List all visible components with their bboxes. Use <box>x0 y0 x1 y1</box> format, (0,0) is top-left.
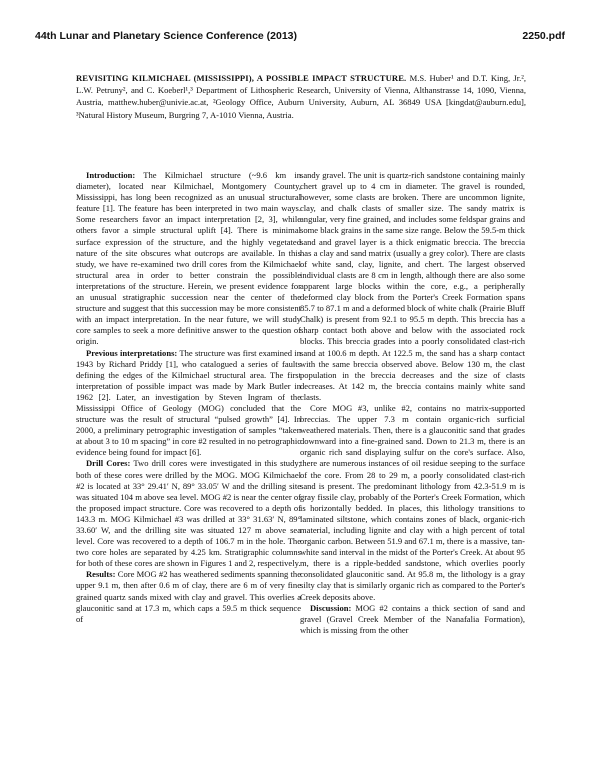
previous-interpretations-paragraph <box>76 348 301 459</box>
introduction-text: The Kilmichael structure (~9.6 km in diameter), located near Kilmichael, Montgomery County, Mississippi, has long been recognized as an unusual structural feature [1]. The feature has been interpreted in two main ways. Some researchers favor an impact interpretation [2, 3], while others favor a simple structural uplift [4]. There is minimal surface expression of the structure, and the highly vegetated nature of the site obscures what outcrops are available. In this study, we have re-examined two drill cores from the Kilmichael structural area in order to better constrain the possible interpretations of the structure. Herein, we present evidence for an unusual stratigraphic succession near the center of the structure and suggest that this succession may be more consistent with an impact interpretation. In the near future, we will study core samples to seek a more definitive answer to the question of origin. <box>76 170 301 347</box>
page-header <box>35 30 565 44</box>
paper-title: REVISITING KILMICHAEL (MISSISSIPPI), A POSSIBLE IMPACT STRUCTURE. <box>76 73 407 83</box>
results-paragraph <box>76 569 301 624</box>
results-heading: Results: <box>86 569 116 580</box>
drill-cores-heading: Drill Cores: <box>86 458 131 469</box>
previous-interpretations-heading: Previous interpretations: <box>86 347 178 358</box>
drill-cores-text: Two drill cores were investigated in this study; both of these cores were drilled by the MOG. MOG Kilmichael #2 is located at 33° 29.41′ N, 89° 33.05′ W and the drilling site was situated 104 m above sea level. MOG #2 is near the center of the proposed impact structure. Core was recovered to a depth of 143.3 m. MOG Kilmichael #3 was drilled at 33° 31.63′ N, 89° 33.60′ W, and the drilling site was situated 127 m above sea level. Core was recovered to a depth of 106.7 m in the hole. The two core holes are separated by 4.25 km. Stratigraphic columns for both of these cores are shown in Figures 1 and 2, respectively. <box>76 458 301 569</box>
introduction-paragraph <box>76 170 301 348</box>
abstract-id: 2250.pdf <box>522 30 565 42</box>
introduction-heading: Introduction: <box>86 170 136 180</box>
title-block <box>76 72 526 121</box>
discussion-heading: Discussion: <box>310 602 352 613</box>
mog3-paragraph: Core MOG #3, unlike #2, contains no matrix-supported breccias. The upper 7.3 m contain organic-rich surficial weathered materials. Then, there is a glauconitic sand that grades downward into a fine-grained sand. Down to 21.3 m, there is an organic rich sand displaying sulfur on the core's surface. Also, there are numerous instances of oil residue seeping to the surface of the core. From 28 to 29 m, a poorly consolidated clast-rich sand is present. The predominant lithology from 42.3-51.9 m is gray fissile clay, probably of the Porter's Creek Formation, which is horizontally bedded. In places, this lithology transitions to laminated siltstone, which contains zones of black, organic-rich material, including lignite and clay with a high percent of total organic carbon. Between 51.9 and 67.1 m, there is a massive, tan-white sand interval in the midst of the Porter's Creek. At about 95 m, there is a ripple-bedded sandstone, which overlies poorly consolidated glauconitic sand. At 95.8 m, the lithology is a gray silty clay that is similarly organic rich as compared to the Porter's Creek deposits above. <box>300 402 525 602</box>
conference-name: 44th Lunar and Planetary Science Conference (2013) <box>35 30 298 42</box>
drill-cores-paragraph <box>76 458 301 569</box>
previous-interpretations-text: The structure was first examined in 1943 by Richard Priddy [1], who catalogued a series of faults defining the edges of the Kilmichael structural area. The first interpretation of possible impact was made by Mark Butler in 1962 [2]. Later, an investigation by Steven Ingram of the Mississippi Office of Geology (MOG) concluded that the structure was the result of structural “pulsed growth” [4]. In 2000, a preliminary petrographic investigation of samples “taken at about 3 to 10 m spacing” in core #2 resulted in no petrographic evidence being found for impact [6]. <box>76 347 302 458</box>
discussion-text: MOG #2 contains a thick section of sand and gravel (Gravel Creek Member of the Nanafalia Formation), which is missing from the other <box>300 602 525 635</box>
left-column <box>76 170 301 625</box>
right-column <box>300 170 525 636</box>
authors-affiliations: M.S. Huber¹ and D.T. King, Jr.², L.W. Petruny², and C. Koeberl¹,³ Department of Lithospheric Research, University of Vienna, Althanstrasse 14, 1090, Vienna, Austria, matthew.huber@univie.ac.at, ²Geology Office, Auburn University, Auburn, AL 36849 USA [kingdat@auburn.edu], ³Natural History Museum, Burgring 7, A-1010 Vienna, Austria. <box>76 73 527 120</box>
discussion-paragraph <box>300 603 525 636</box>
results-continued-text: sandy gravel. The unit is quartz-rich sandstone containing mainly chert gravel up to 4 cm in diameter. The gravel is rounded, however, some clasts are broken. There are uncommon lignite, clay, and chalk clasts of smaller size. The sandy matrix is angular, very fine grained, and includes some feldspar grains and some black grains in the same size range. Below the 59.5-m thick sand and gravel layer is a thick enigmatic breccia. The breccia has a clay and sand matrix (usually a grey color). There are clasts of white sand, clay, lignite, and chert. The largest observed individual clasts are 8 cm in length, although there are also some apparent large blocks within the core, e.g., a peripherally deformed clay block from the Porter's Creek Formation spans 85.7 to 87.1 m and a deformed block of white chalk (Prairie Bluff Chalk) is present from 92.1 to 95.5 m depth. This breccia has a sharp contact both above and below with the associated rock blocks. This breccia grades into a poorly consolidated clast-rich sand at 100.6 m depth. At 122.5 m, the sand has a sharp contact with the same breccia observed above. Below 130 m, the clast population in the breccia decreases and the size of clasts decreases. At 142 m, the breccia contains mainly white sand clasts. <box>300 170 525 402</box>
results-text: Core MOG #2 has weathered sediments spanning the upper 9.1 m, then after 0.6 m of clay, there are 6 m of very fine grained quartz sands mixed with clay and gravel. This overlies a glauconitic sand at 17.3 m, which caps a 59.5 m thick sequence of <box>76 569 301 624</box>
